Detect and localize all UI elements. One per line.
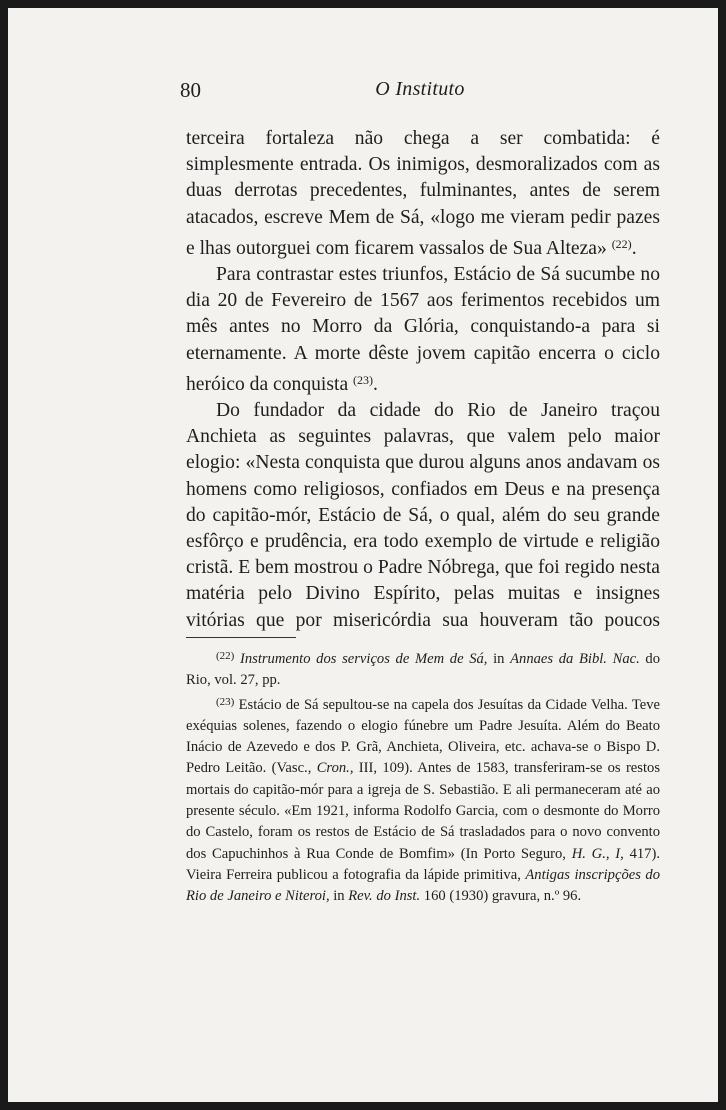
footnote-22-publication: Annaes da Bibl. Nac. [510, 651, 640, 667]
footnote-23-part-d: in [329, 888, 349, 905]
footnote-ref-22[interactable]: (22) [611, 236, 632, 251]
footnote-divider [186, 637, 296, 638]
paragraph-2-end: . [373, 373, 378, 395]
paragraph-1-end: . [631, 237, 637, 259]
footnote-22-marker: (22) [216, 650, 235, 662]
footnote-23-hg: H. G., I, [571, 845, 624, 862]
paragraph-2 [186, 262, 660, 398]
paragraph-3: Do fundador da cidade do Rio de Janeiro traçou Anchieta as seguintes palavras, que valem pelo maior elogio: «Nesta conquista que durou alguns anos andavam os homens como religiosos, confiados em Deus e na presença do capitão-mór, Estácio de Sá, o qual, além do seu grande esfôrço e prudência, era todo exemplo de virtude e religião cristã. E bem mostrou o Padre Nóbrega, que foi regido nesta matéria pelo Divino Espírito, pelas muitas e insignes vitórias que por misericórdia sua houveram tão poucos [186, 400, 660, 631]
footnote-23-cron: Cron., [316, 760, 354, 777]
footnote-23-marker: (23) [216, 695, 235, 708]
paragraph-1-text: terceira fortaleza não chega a ser combatida: é simplesmente entrada. Os inimigos, desmoralizados com as duas derrotas precedentes, fulminantes, antes de serem atacados, escreve Mem de Sá, «logo me vieram pedir pazes e lhas outorguei com ficarem vassalos de Sua Alteza» [186, 128, 660, 259]
footnote-23-part-c: 417). Vieira Ferreira publicou a fotografia da lápide primitiva, [186, 845, 660, 883]
footnotes [186, 646, 660, 908]
page-header [180, 78, 660, 110]
footnote-23-antigas: Antigas inscripções do Rio de Janeiro e Niteroi, [186, 866, 660, 905]
book-page [8, 8, 718, 1102]
running-title: O Instituto [375, 78, 465, 100]
paragraph-1 [186, 126, 660, 262]
footnote-22-in: in [487, 651, 511, 667]
footnote-ref-23[interactable]: (23) [353, 372, 374, 387]
main-text [186, 126, 660, 634]
footnote-23-part-b: III, 109). Antes de 1583, transferiram-se os restos mortais do capitão-mór para a igreja de S. Sebastião. E ali permaneceram até ao presente século. «Em 1921, informa Rodolfo Garcia, com o desmonte do Morro do Castelo, foram os restos de Estácio de Sá trasladados para o novo convento dos Capuchinhos à Rua Conde de Bomfim» (In Porto Seguro, [186, 760, 660, 862]
page-number: 80 [180, 78, 201, 102]
footnote-23 [186, 692, 660, 908]
footnote-23-part-e: 160 (1930) gravura, n.º 96. [420, 888, 582, 905]
footnote-23-part-a: Estácio de Sá sepultou-se na capela dos Jesuítas da Cidade Velha. Teve exéquias solenes, fazendo o elogio fúnebre um Padre Jesuíta. Além do Beato Inácio de Azevedo e dos P. Grã, Anchieta, Oliveira, etc. achava-se o Bispo D. Pedro Leitão. (Vasc., [186, 696, 660, 777]
footnote-22 [186, 646, 660, 692]
paragraph-2-text: Para contrastar estes triunfos, Estácio de Sá sucumbe no dia 20 de Fevereiro de 1567 aos ferimentos recebidos um mês antes no Morro da Glória, conquistando-a para si eternamente. A morte dêste jovem capitão encerra o ciclo heróico da conquista [186, 264, 660, 395]
footnote-23-rev: Rev. do Inst. [348, 888, 421, 905]
footnote-22-tail: do Rio, vol. 27, pp. [186, 651, 660, 689]
footnote-22-title: Instrumento dos serviços de Mem de Sá, [239, 651, 488, 667]
